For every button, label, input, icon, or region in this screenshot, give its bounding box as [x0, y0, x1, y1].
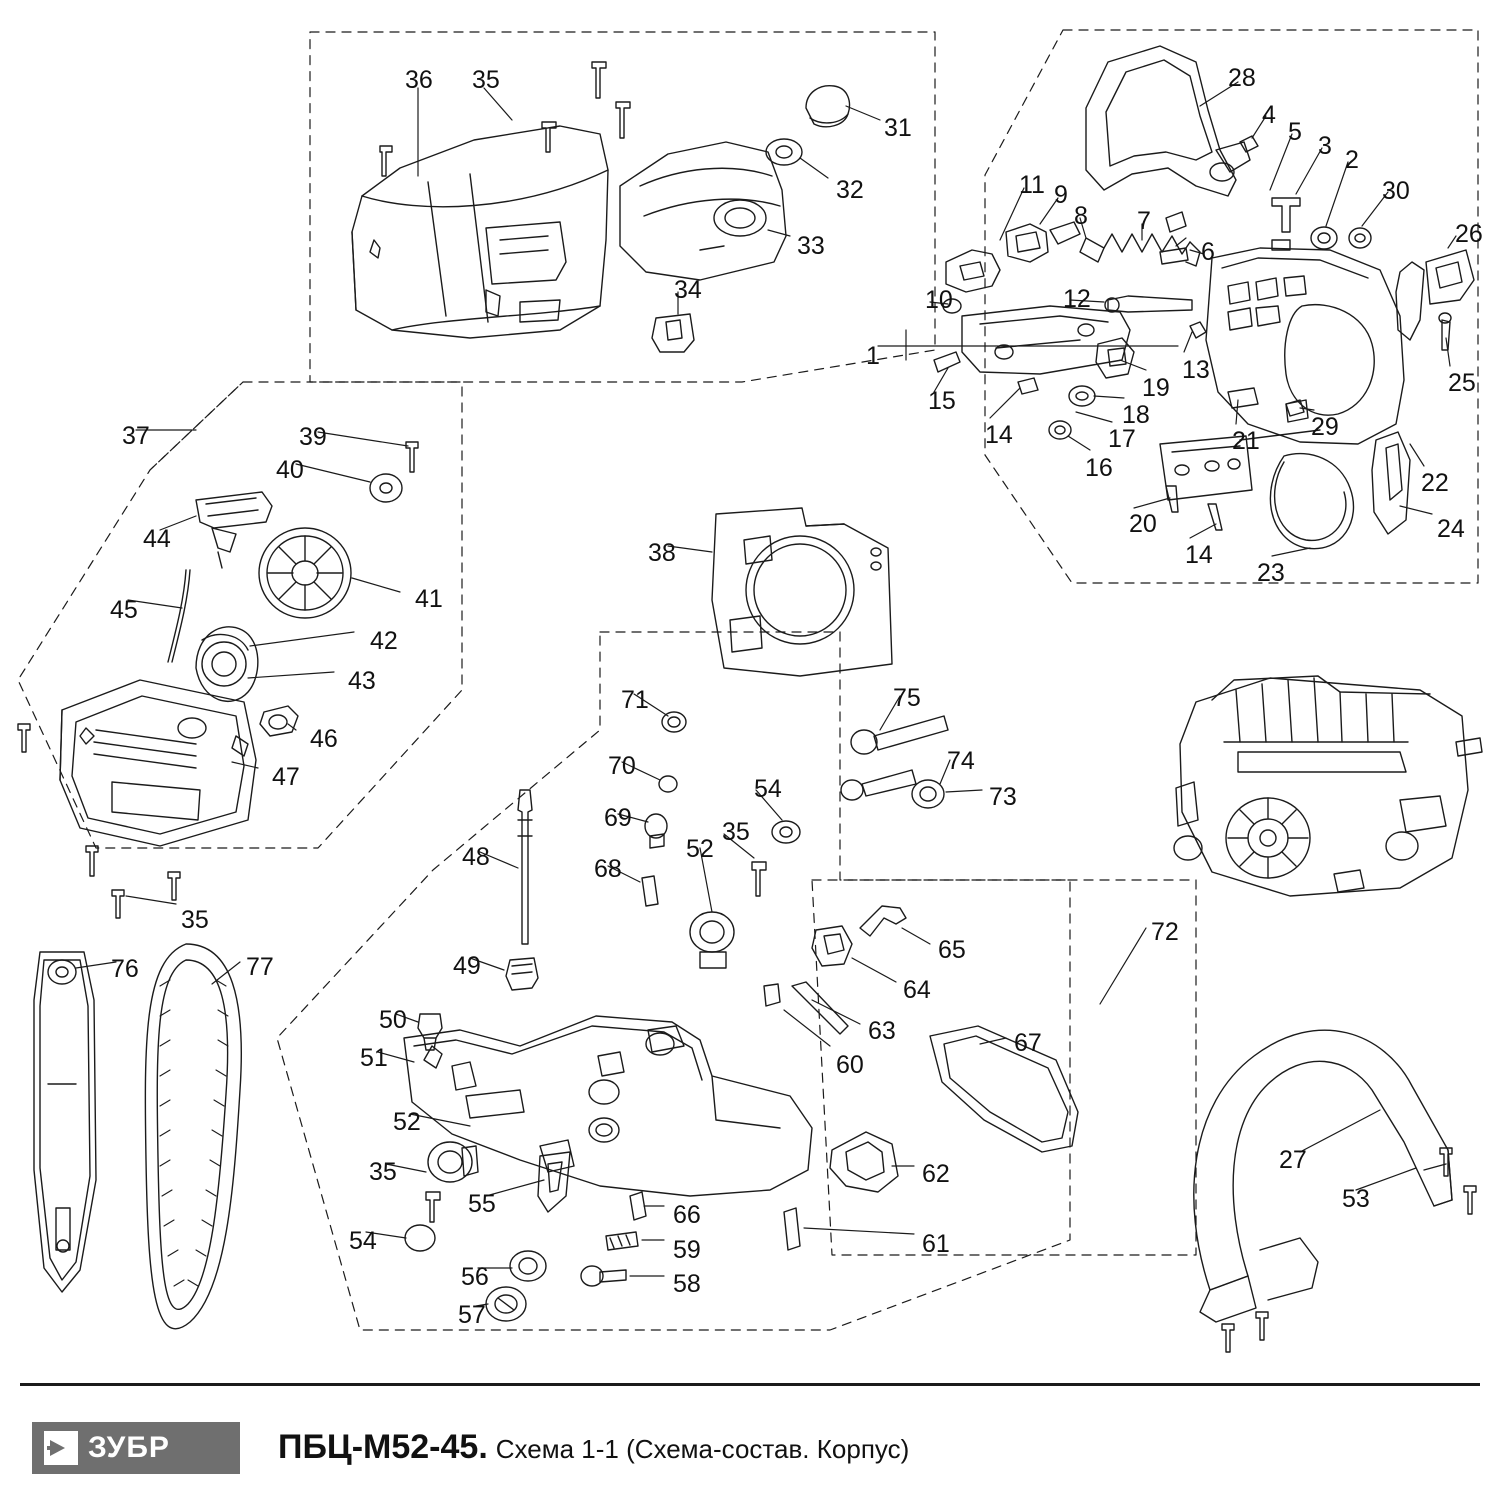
callout-number-21: 21	[1232, 427, 1260, 455]
callout-number-35a: 35	[472, 66, 500, 94]
callout-number-6: 6	[1201, 238, 1215, 266]
part-56-57	[486, 1251, 546, 1321]
callout-number-11: 11	[1019, 171, 1045, 199]
callout-number-35b: 35	[181, 906, 209, 934]
callout-number-25: 25	[1448, 369, 1476, 397]
callout-number-54a: 54	[754, 775, 782, 803]
callout-number-20: 20	[1129, 510, 1157, 538]
arrow-in-square-icon	[44, 1431, 78, 1465]
callout-number-27: 27	[1279, 1146, 1307, 1174]
callout-number-66: 66	[673, 1201, 701, 1229]
callout-number-58: 58	[673, 1270, 701, 1298]
part-58-59-66	[581, 1192, 646, 1286]
callout-number-53: 53	[1342, 1185, 1370, 1213]
part-41-pulley	[259, 528, 351, 618]
part-68-71-small	[642, 712, 686, 906]
part-73-74-75-bolts	[841, 716, 948, 808]
callout-number-71: 71	[621, 686, 649, 714]
callout-number-63: 63	[868, 1017, 896, 1045]
callout-number-76: 76	[111, 955, 139, 983]
callout-number-28: 28	[1228, 64, 1256, 92]
part-44-handle	[196, 492, 272, 568]
callout-number-64: 64	[903, 976, 931, 1004]
callout-number-69: 69	[604, 804, 632, 832]
callout-number-13: 13	[1182, 356, 1210, 384]
callout-number-32: 32	[836, 176, 864, 204]
callout-number-3: 3	[1318, 132, 1332, 160]
brand-logo	[32, 1422, 240, 1474]
callout-number-30: 30	[1382, 177, 1410, 205]
callout-number-61: 61	[922, 1230, 950, 1258]
callout-number-60: 60	[836, 1051, 864, 1079]
callout-number-15: 15	[928, 387, 956, 415]
sheet-subtitle: Схема 1-1 (Схема-состав. Корпус)	[495, 1434, 910, 1464]
callout-number-33: 33	[797, 232, 825, 260]
callout-number-52b: 52	[393, 1108, 421, 1136]
callout-number-56: 56	[461, 1263, 489, 1291]
callout-number-47: 47	[272, 763, 300, 791]
callout-number-29: 29	[1311, 413, 1339, 441]
part-60-63-64-65	[764, 906, 906, 1034]
group-outline-starter	[18, 382, 462, 848]
part-55-bracket	[538, 1152, 570, 1212]
footer-divider	[20, 1383, 1480, 1386]
callout-number-70: 70	[608, 752, 636, 780]
part-32-washer	[766, 139, 802, 165]
leader-lines	[76, 82, 1456, 1306]
callout-number-26: 26	[1455, 220, 1483, 248]
callout-number-17: 17	[1108, 425, 1136, 453]
callout-number-73: 73	[989, 783, 1017, 811]
callout-number-43: 43	[348, 667, 376, 695]
callout-number-14a: 14	[985, 421, 1013, 449]
part-6-12-rods	[1105, 248, 1192, 312]
callout-number-31: 31	[884, 114, 912, 142]
part-67-handle-piece	[930, 1026, 1078, 1152]
callout-number-35d: 35	[369, 1158, 397, 1186]
part-2-3-4-5-fasteners	[1166, 132, 1371, 250]
part-36-top-cover	[352, 126, 608, 338]
part-49-filter	[506, 958, 538, 990]
callout-number-10: 10	[925, 286, 953, 314]
callout-number-38: 38	[648, 539, 676, 567]
part-9-11-lever	[946, 222, 1080, 292]
callout-number-39: 39	[299, 423, 327, 451]
callout-number-8: 8	[1074, 202, 1088, 230]
callout-number-12: 12	[1063, 285, 1091, 313]
callout-number-68: 68	[594, 855, 622, 883]
callout-number-57: 57	[458, 1301, 486, 1329]
callout-number-59: 59	[673, 1236, 701, 1264]
part-76-guide-bar	[34, 952, 96, 1292]
callout-number-34: 34	[674, 276, 702, 304]
model-code: ПБЦ-М52-45.	[278, 1428, 488, 1466]
callout-number-50: 50	[379, 1006, 407, 1034]
part-77-saw-chain	[145, 944, 241, 1329]
part-10-15-14-small	[934, 299, 1206, 439]
callout-number-35c: 35	[722, 818, 750, 846]
callout-number-2: 2	[1345, 146, 1359, 174]
callout-number-22: 22	[1421, 469, 1449, 497]
callout-number-41: 41	[415, 585, 443, 613]
callout-number-14b: 14	[1185, 541, 1213, 569]
callout-number-51: 51	[360, 1044, 388, 1072]
callout-number-55: 55	[468, 1190, 496, 1218]
callout-number-1: 1	[866, 342, 880, 370]
part-33-cover	[620, 142, 786, 280]
callout-number-40: 40	[276, 456, 304, 484]
callout-number-36: 36	[405, 66, 433, 94]
callout-number-9: 9	[1054, 181, 1068, 209]
callout-number-54b: 54	[349, 1227, 377, 1255]
part-51-tank-body	[404, 1016, 812, 1196]
part-34-bracket	[652, 314, 694, 352]
part-42-43-recoil	[196, 627, 258, 702]
part-45-rope	[168, 570, 190, 662]
callout-number-18: 18	[1122, 401, 1150, 429]
callout-number-48: 48	[462, 843, 490, 871]
part-40-washer	[370, 474, 402, 502]
callout-number-23: 23	[1257, 559, 1285, 587]
callout-number-16: 16	[1085, 454, 1113, 482]
brand-name: ЗУБР	[88, 1430, 170, 1464]
callout-number-44: 44	[143, 525, 171, 553]
part-46-nut	[260, 706, 298, 736]
callout-number-77: 77	[246, 953, 274, 981]
part-38-fan-housing	[712, 508, 892, 676]
callout-number-46: 46	[310, 725, 338, 753]
callout-number-74: 74	[947, 747, 975, 775]
callout-number-45: 45	[110, 596, 138, 624]
part-31-cap	[806, 86, 849, 127]
callout-number-42: 42	[370, 627, 398, 655]
footer-bar	[0, 1395, 1500, 1500]
part-27-front-handle	[1194, 1030, 1452, 1322]
callout-number-24: 24	[1437, 515, 1465, 543]
callout-number-7: 7	[1137, 207, 1151, 235]
callout-number-75: 75	[893, 684, 921, 712]
callout-number-67: 67	[1014, 1029, 1042, 1057]
part-13-housing	[1206, 248, 1404, 444]
callout-number-5: 5	[1288, 118, 1302, 146]
part-48-rod	[518, 790, 532, 944]
callout-number-72: 72	[1151, 918, 1179, 946]
callout-number-49: 49	[453, 952, 481, 980]
part-47-starter-cover	[60, 680, 256, 846]
callout-number-62: 62	[922, 1160, 950, 1188]
callout-number-37: 37	[122, 422, 150, 450]
callout-number-65: 65	[938, 936, 966, 964]
sheet-caption	[278, 1428, 909, 1467]
part-23-fuel-line	[1270, 454, 1353, 549]
callout-number-19: 19	[1142, 374, 1170, 402]
callout-number-4: 4	[1262, 101, 1276, 129]
part-28-guard	[1086, 46, 1250, 196]
callout-number-52a: 52	[686, 835, 714, 863]
group-outline-cover	[310, 32, 935, 382]
engine-assembly	[1174, 676, 1482, 896]
